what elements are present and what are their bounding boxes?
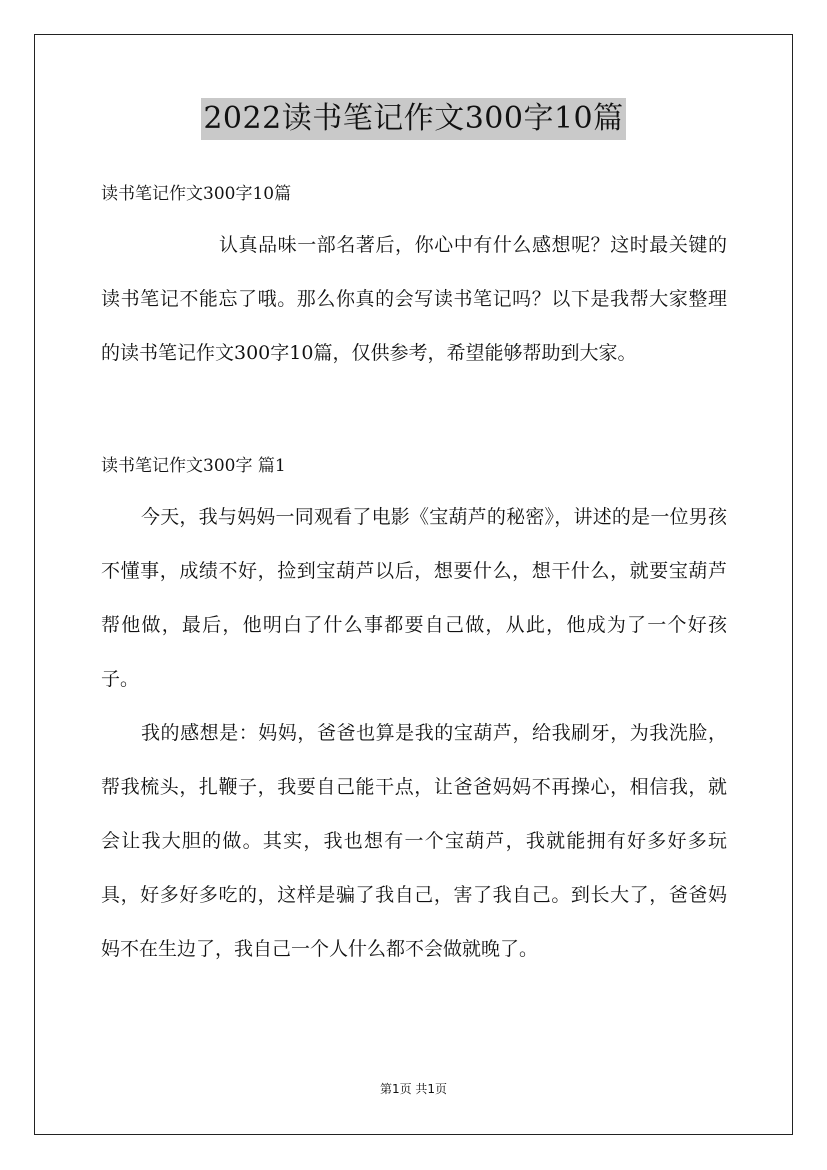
body-paragraph-2: 我的感想是：妈妈，爸爸也算是我的宝葫芦，给我刷牙，为我洗脸，帮我梳头，扎鞭子，我要自己能干点，让爸爸妈妈不再操心，相信我，就会让我大胆的做。其实，我也想有一个宝葫芦，我就能拥有好多好多玩具，好多好多吃的，这样是骗了我自己，害了我自己。到长大了，爸爸妈妈不在生边了，我自己一个人什么都不会做就晚了。 — [101, 722, 727, 960]
document-title-text: 2022读书笔记作文300字10篇 — [201, 98, 625, 140]
body-paragraph-1: 今天，我与妈妈一同观看了电影《宝葫芦的秘密》，讲述的是一位男孩不懂事，成绩不好，捡到宝葫芦以后，想要什么，想干什么，就要宝葫芦帮他做，最后，他明白了什么事都要自己做，从此，他成为了一个好孩子。 — [101, 506, 727, 690]
section-heading: 读书笔记作文300字 篇1 — [101, 456, 286, 476]
document-title — [0, 98, 827, 140]
intro-paragraph: 认真品味一部名著后，你心中有什么感想呢？这时最关键的读书笔记不能忘了哦。那么你真的会写读书笔记吗？以下是我帮大家整理的读书笔记作文300字10篇，仅供参考，希望能够帮助到大家。 — [101, 234, 727, 364]
document-subtitle: 读书笔记作文300字10篇 — [101, 184, 292, 204]
section-spacer — [101, 380, 727, 442]
document-body — [101, 170, 727, 976]
page-footer: 第1页 共1页 — [379, 1082, 448, 1096]
